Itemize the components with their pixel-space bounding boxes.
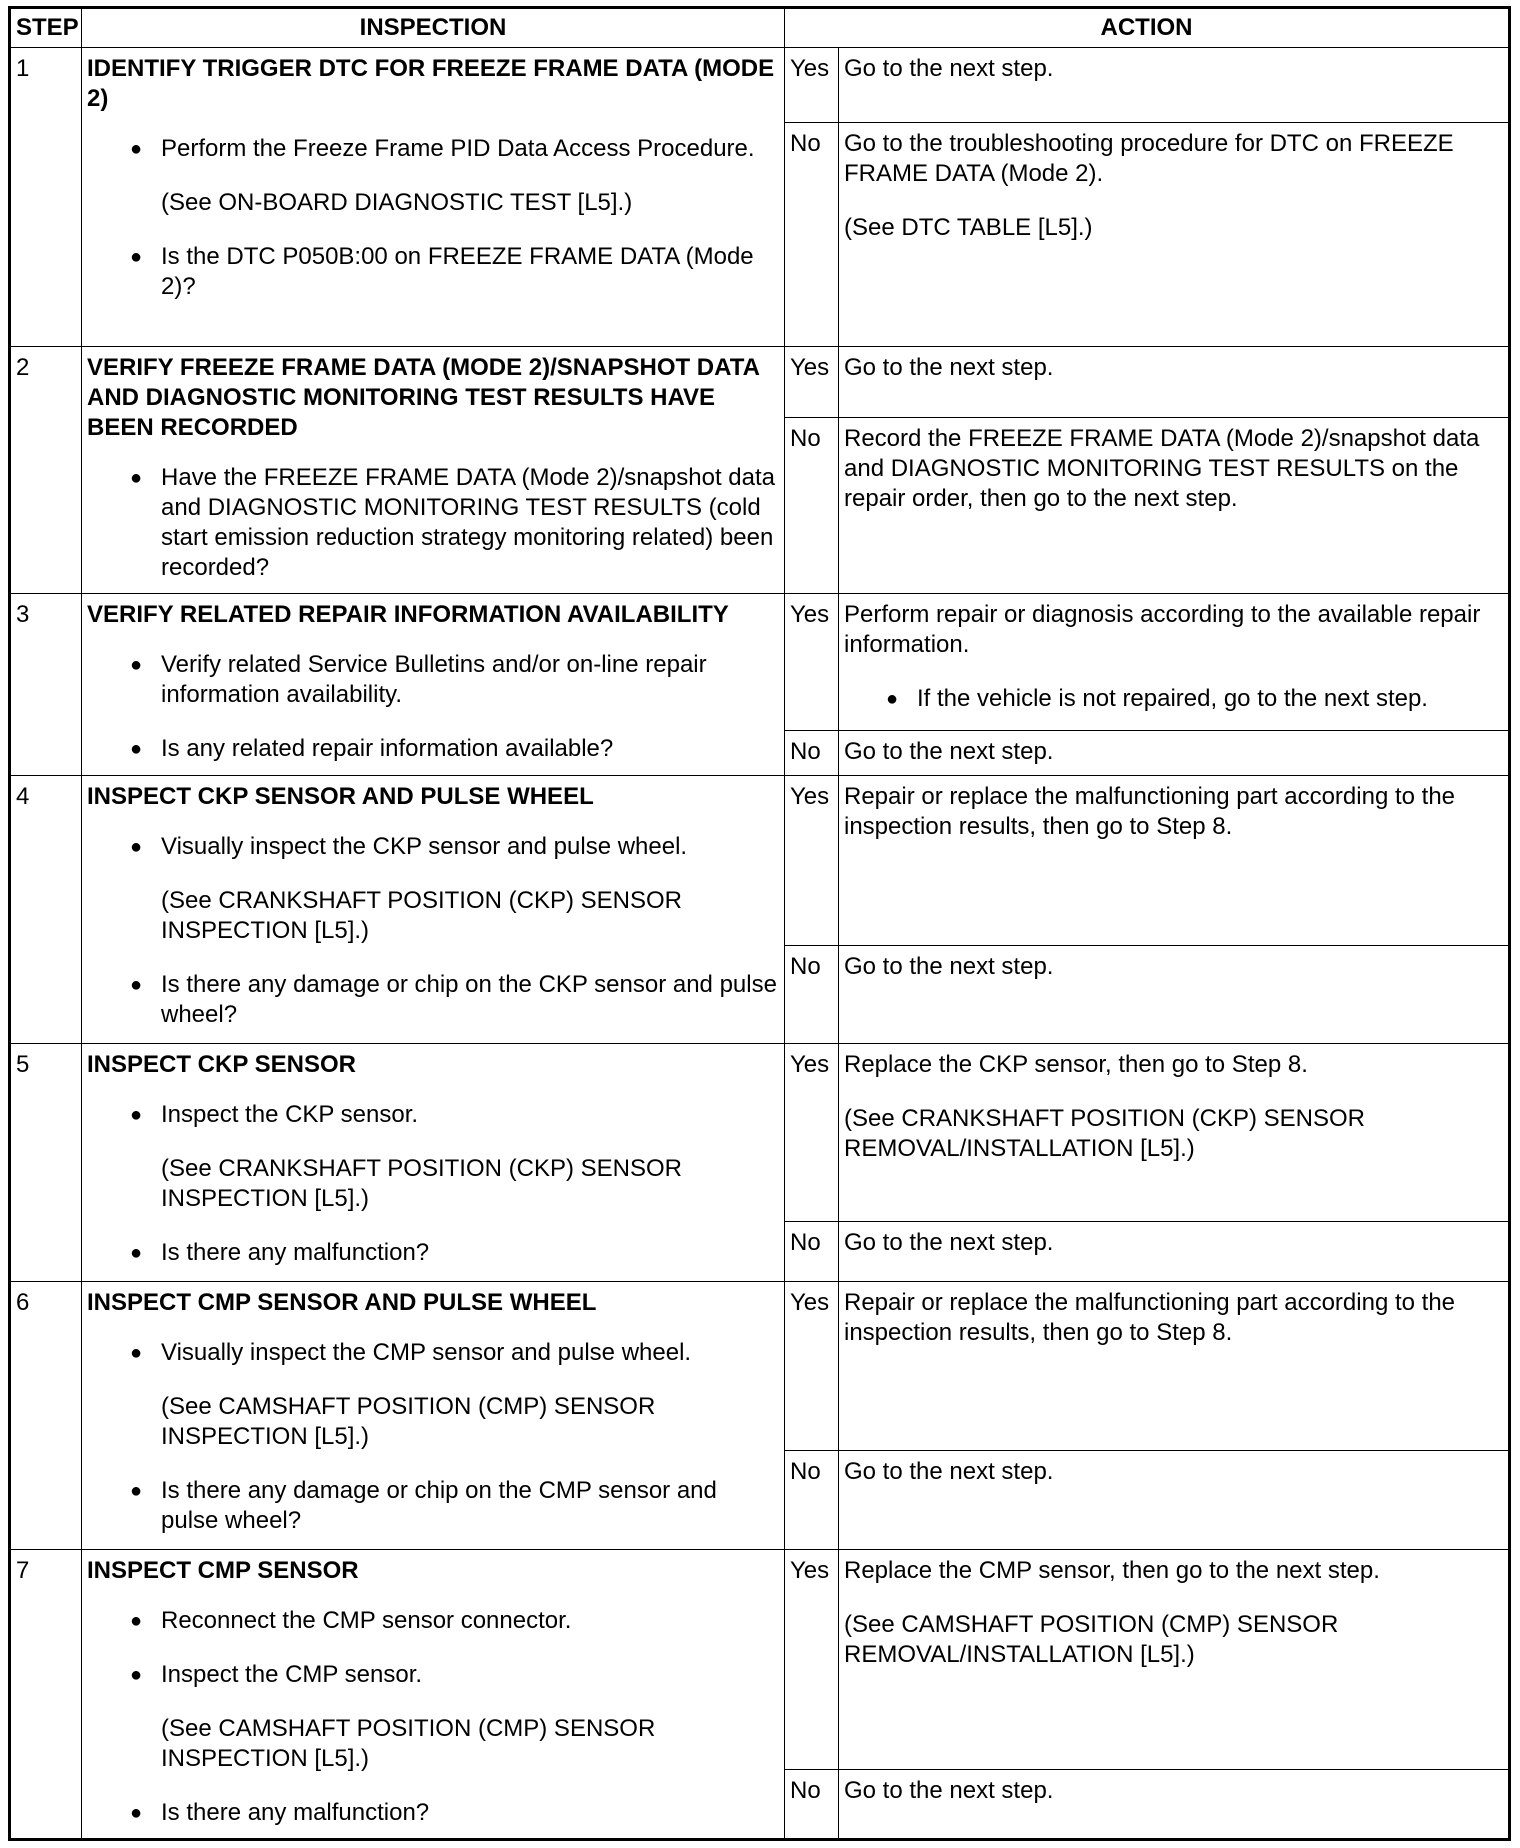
step-number: 6 [10,1282,82,1550]
step-1-row [10,48,1510,123]
step-number: 2 [10,347,82,594]
action-text: Record the FREEZE FRAME DATA (Mode 2)/snapshot data and DIAGNOSTIC MONITORING TEST RESULTS on the repair order, then go to the next step. [844,425,1480,512]
bullet-item: ● Inspect the CKP sensor. [87,1100,779,1130]
no-label: No [785,1222,839,1282]
yes-action [839,776,1510,946]
bullet-item: ● Inspect the CMP sensor. [87,1660,779,1690]
yes-label: Yes [785,1282,839,1451]
header-row [10,8,1510,48]
step-number: 3 [10,594,82,776]
bullet-question: ● Is there any malfunction? [87,1798,779,1828]
reference-note: (See CRANKSHAFT POSITION (CKP) SENSOR INSPECTION [L5].) [161,1155,682,1212]
action-text: Go to the next step. [844,1229,1054,1256]
reference-note: (See CRANKSHAFT POSITION (CKP) SENSOR INSPECTION [L5].) [161,887,682,944]
action-text: Repair or replace the malfunctioning part according to the inspection results, then go to Step 8. [844,783,1456,840]
bullet-item: ● Visually inspect the CKP sensor and pulse wheel. [87,832,779,862]
no-label: No [785,946,839,1044]
inspection-cell [82,1550,785,1840]
action-text: Go to the next step. [844,55,1054,82]
step-6-row [10,1282,1510,1451]
action-text: Go to the next step. [844,953,1054,980]
inspection-cell [82,48,785,347]
action-text: Go to the next step. [844,1458,1054,1485]
action-text: Go to the troubleshooting procedure for DTC on FREEZE FRAME DATA (Mode 2). [844,130,1454,187]
yes-label: Yes [785,1044,839,1222]
yes-action [839,1282,1510,1451]
yes-label: Yes [785,1550,839,1770]
bullet-question: ● Is there any damage or chip on the CMP sensor and pulse wheel? [87,1476,779,1536]
bullet-item: ● Reconnect the CMP sensor connector. [87,1606,779,1636]
no-label: No [785,1451,839,1550]
step-title: INSPECT CMP SENSOR [87,1557,359,1584]
step-title: VERIFY RELATED REPAIR INFORMATION AVAILABILITY [87,601,729,628]
reference-note: (See DTC TABLE [L5].) [844,214,1093,241]
step-title: VERIFY FREEZE FRAME DATA (MODE 2)/SNAPSHOT DATA AND DIAGNOSTIC MONITORING TEST RESULTS HAVE BEEN RECORDED [87,354,760,441]
no-action [839,731,1510,776]
bullet-item: ● Visually inspect the CMP sensor and pulse wheel. [87,1338,779,1368]
reference-note: (See ON-BOARD DIAGNOSTIC TEST [L5].) [161,189,633,216]
step-number: 4 [10,776,82,1044]
yes-label: Yes [785,594,839,731]
action-bullet: ● If the vehicle is not repaired, go to the next step. [844,684,1503,714]
action-text: Go to the next step. [844,738,1054,765]
yes-label: Yes [785,48,839,123]
reference-note: (See CAMSHAFT POSITION (CMP) SENSOR INSPECTION [L5].) [161,1393,656,1450]
step-3-row [10,594,1510,731]
step-7-row [10,1550,1510,1770]
no-action [839,418,1510,594]
yes-action [839,347,1510,418]
diagnostic-table [8,6,1511,1841]
step-2-row [10,347,1510,418]
bullet-question: ● Is any related repair information available? [87,734,779,764]
yes-action [839,48,1510,123]
no-label: No [785,731,839,776]
no-action [839,123,1510,347]
step-number: 1 [10,48,82,347]
action-text: Repair or replace the malfunctioning part according to the inspection results, then go to Step 8. [844,1289,1456,1346]
bullet-item: ● Perform the Freeze Frame PID Data Access Procedure. [87,134,779,164]
yes-action [839,594,1510,731]
no-action [839,1451,1510,1550]
reference-note: (See CAMSHAFT POSITION (CMP) SENSOR INSPECTION [L5].) [161,1715,656,1772]
action-text: Perform repair or diagnosis according to the available repair information. [844,601,1481,658]
reference-note: (See CRANKSHAFT POSITION (CKP) SENSOR REMOVAL/INSTALLATION [L5].) [844,1105,1365,1162]
bullet-question: ● Is there any damage or chip on the CKP sensor and pulse wheel? [87,970,779,1030]
action-text: Replace the CKP sensor, then go to Step 8. [844,1051,1308,1078]
bullet-question: ● Is the DTC P050B:00 on FREEZE FRAME DATA (Mode 2)? [87,242,779,302]
no-label: No [785,123,839,347]
inspection-cell [82,347,785,594]
yes-action [839,1044,1510,1222]
header-step: STEP [10,8,82,48]
step-title: INSPECT CKP SENSOR [87,1051,356,1078]
no-label: No [785,418,839,594]
action-text: Go to the next step. [844,1777,1054,1804]
bullet-question: ● Is there any malfunction? [87,1238,779,1268]
header-action: ACTION [785,8,1510,48]
bullet-question: ● Have the FREEZE FRAME DATA (Mode 2)/snapshot data and DIAGNOSTIC MONITORING TEST RESULTS (cold start emission reduction strategy monitoring related) been recorded? [87,463,779,583]
step-number: 7 [10,1550,82,1840]
action-text: Replace the CMP sensor, then go to the next step. [844,1557,1380,1584]
no-action [839,1770,1510,1840]
inspection-cell [82,776,785,1044]
inspection-cell [82,594,785,776]
step-number: 5 [10,1044,82,1282]
step-5-row [10,1044,1510,1222]
no-label: No [785,1770,839,1840]
yes-label: Yes [785,776,839,946]
action-text: Go to the next step. [844,354,1054,381]
no-action [839,946,1510,1044]
step-title: INSPECT CKP SENSOR AND PULSE WHEEL [87,783,594,810]
step-title: INSPECT CMP SENSOR AND PULSE WHEEL [87,1289,597,1316]
bullet-item: ● Verify related Service Bulletins and/or on-line repair information availability. [87,650,779,710]
inspection-cell [82,1044,785,1282]
yes-action [839,1550,1510,1770]
yes-label: Yes [785,347,839,418]
inspection-cell [82,1282,785,1550]
reference-note: (See CAMSHAFT POSITION (CMP) SENSOR REMOVAL/INSTALLATION [L5].) [844,1611,1339,1668]
step-4-row [10,776,1510,946]
header-inspection: INSPECTION [82,8,785,48]
no-action [839,1222,1510,1282]
step-title: IDENTIFY TRIGGER DTC FOR FREEZE FRAME DATA (MODE 2) [87,55,775,112]
